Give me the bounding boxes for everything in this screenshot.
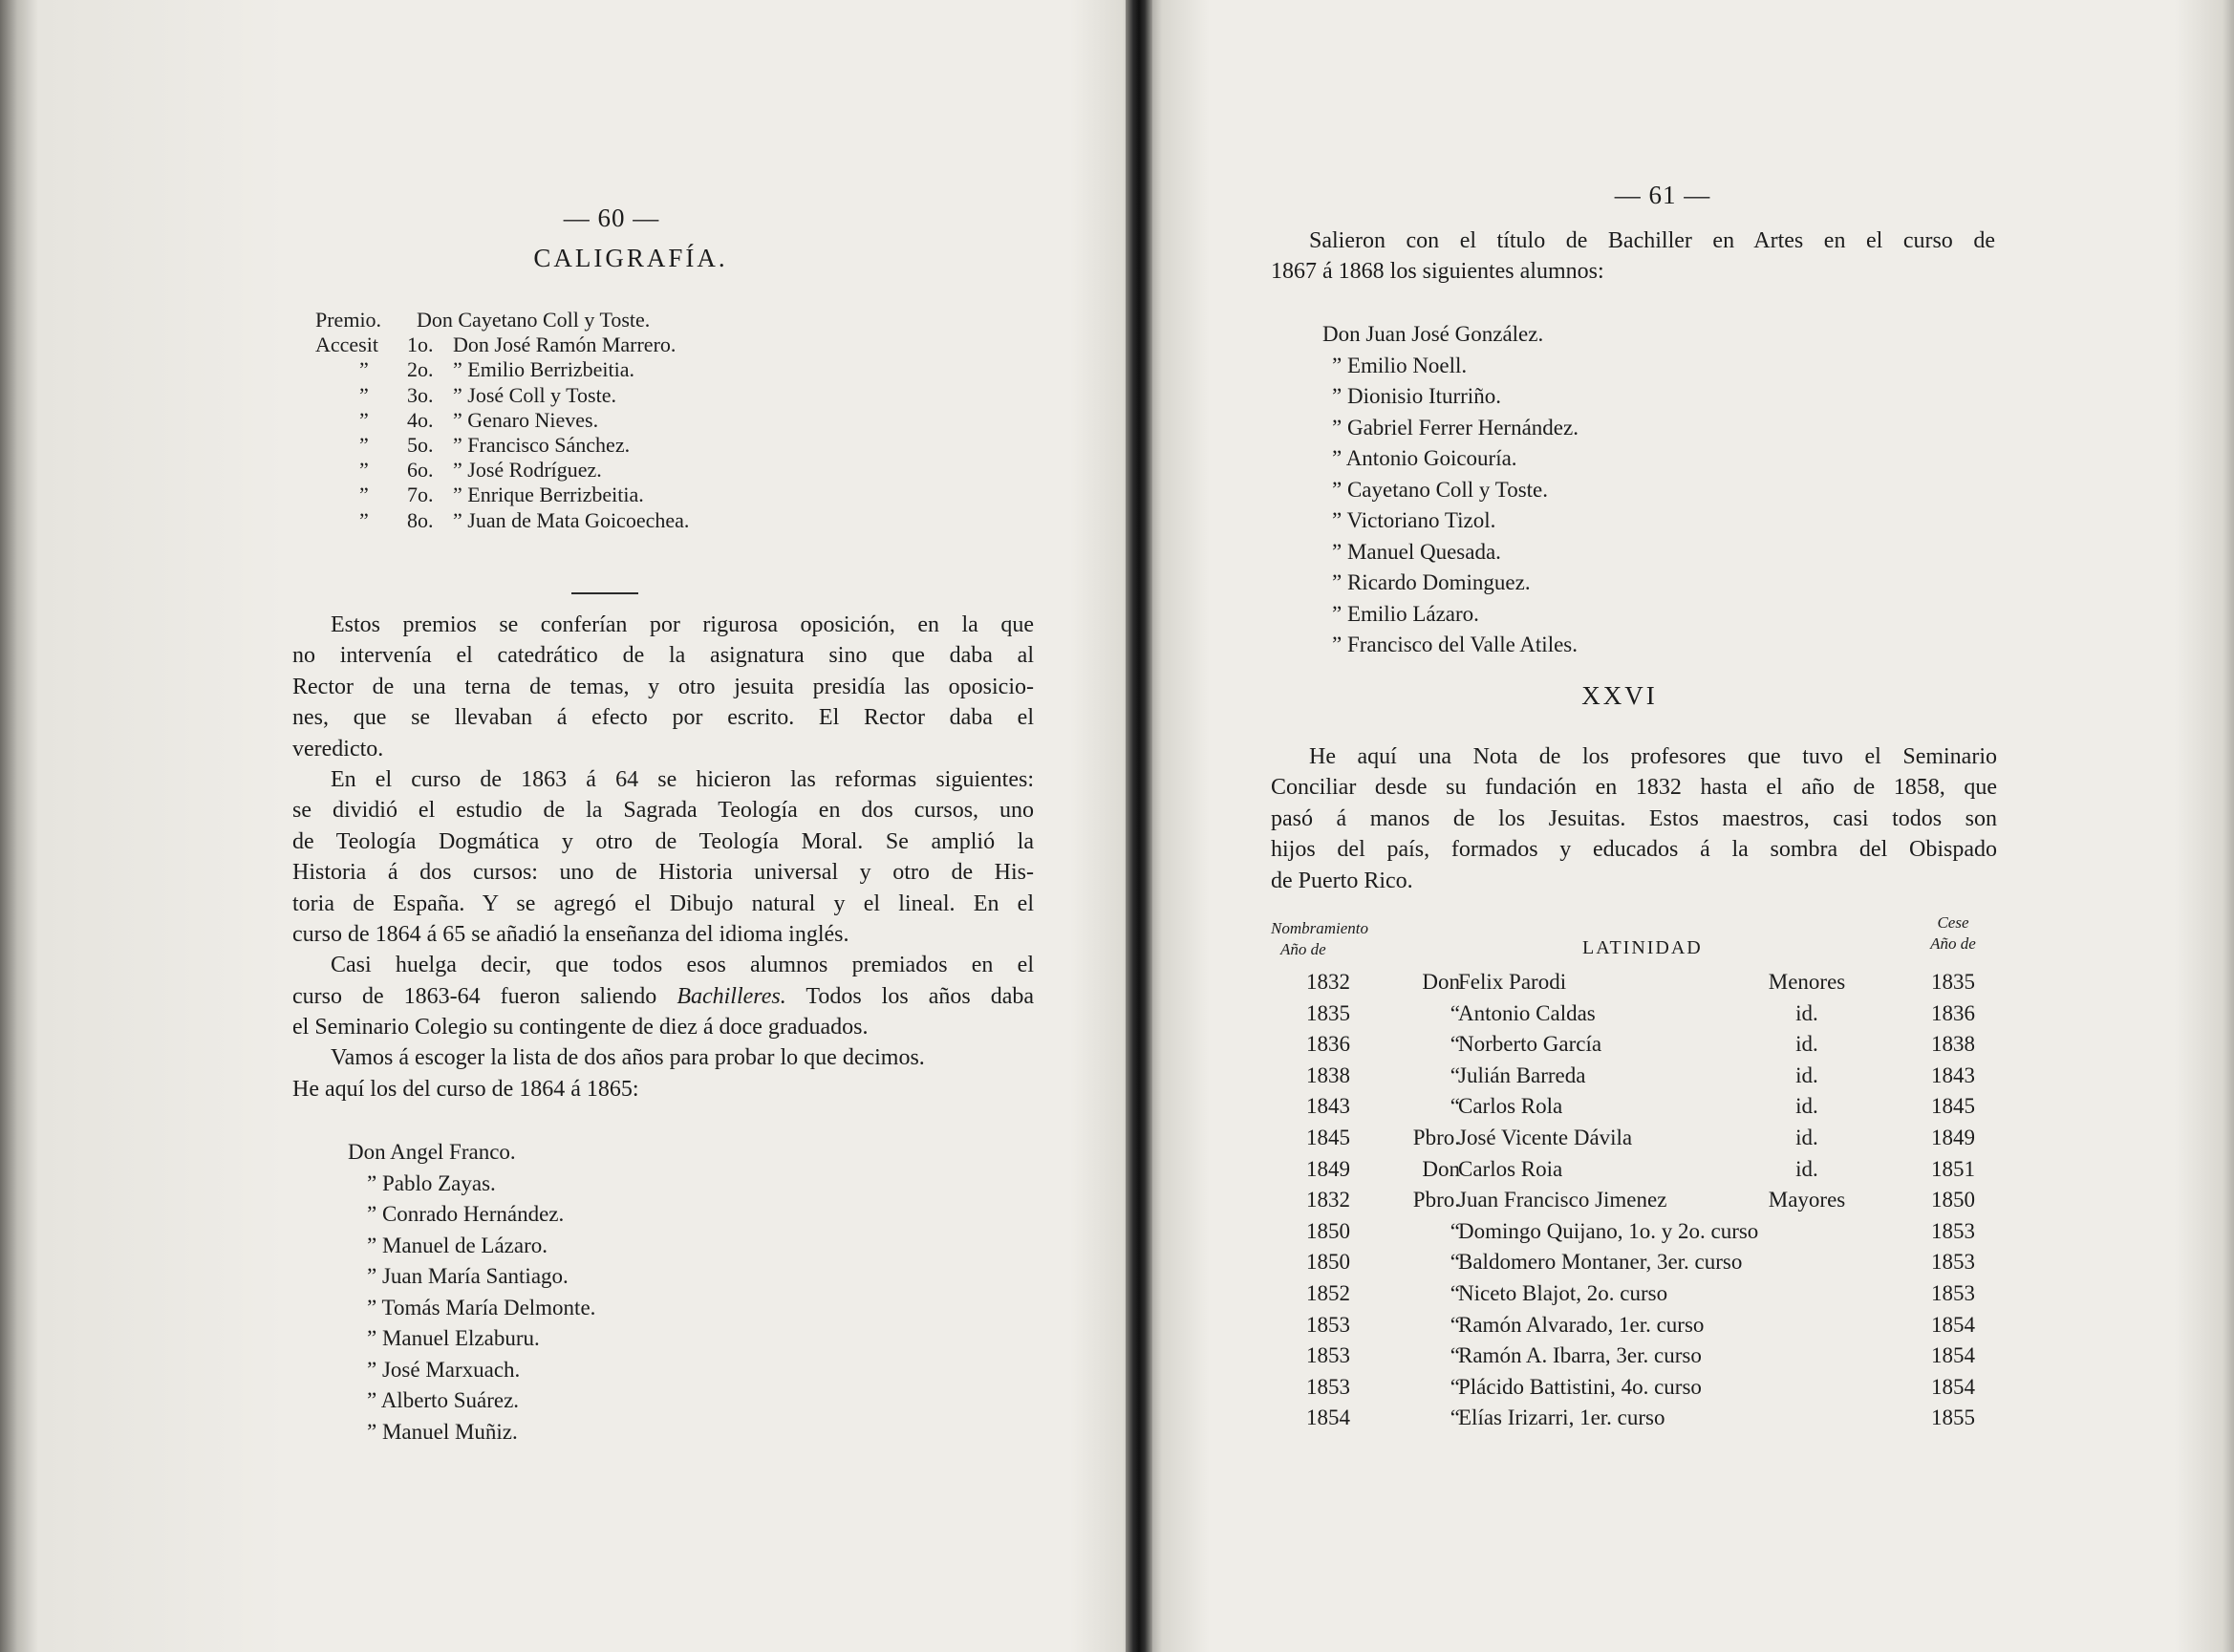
award-rank: 3o. <box>407 382 434 407</box>
cell-cese: 1854 <box>1931 1312 1975 1337</box>
list-item: ” Dionisio Iturriño. <box>1332 384 1501 408</box>
cell-level: id. <box>1795 1032 1818 1057</box>
cell-year: 1849 <box>1306 1156 1350 1181</box>
award-name: ” José Coll y Toste. <box>453 382 616 407</box>
award-label: ” <box>359 483 369 507</box>
text-line: Casi huelga decir, que todos esos alumnos premiados en el <box>331 953 1034 978</box>
text-line: el Seminario Colegio su contingente de diez á doce graduados. <box>292 1015 869 1041</box>
list-item: ” Manuel Quesada. <box>1332 539 1501 564</box>
cell-title: “ <box>1450 1374 1460 1399</box>
cell-cese: 1849 <box>1931 1126 1975 1149</box>
text-line: de Puerto Rico. <box>1271 868 1413 893</box>
cell-title: “ <box>1450 1312 1460 1337</box>
text-fragment: curso de 1863-64 fueron saliendo <box>292 983 677 1009</box>
cell-title: “ <box>1450 1343 1460 1368</box>
students-list <box>348 1137 595 1448</box>
list-item: ” Manuel Elzaburu. <box>367 1326 540 1350</box>
paragraph-premios <box>292 610 1034 1105</box>
list-item: ” Pablo Zayas. <box>367 1170 496 1195</box>
text-fragment: Todos los años daba <box>785 983 1035 1009</box>
cell-cese: 1854 <box>1931 1343 1975 1368</box>
cell-cese: 1838 <box>1931 1032 1975 1057</box>
text-line: pasó á manos de los Jesuitas. Estos maestros, casi todos son <box>1271 805 1997 831</box>
award-label: Premio. <box>315 308 382 332</box>
list-item: ” Cayetano Coll y Toste. <box>1332 477 1549 502</box>
text-line: Salieron con el título de Bachiller en Artes en el curso de <box>1309 228 1995 253</box>
cell-year: 1850 <box>1306 1250 1350 1275</box>
text-line: hijos del país, formados y educados á la sombra del Obispado <box>1271 837 1997 863</box>
text-line <box>292 981 1034 1012</box>
book-gutter <box>1126 0 1152 1652</box>
cell-title: “ <box>1450 1250 1460 1275</box>
text-line: nes, que se llevaban á efecto por escrito. El Rector daba el <box>292 705 1034 731</box>
cell-title: “ <box>1450 1094 1460 1119</box>
table-subject-heading: LATINIDAD <box>1582 937 1703 958</box>
cell-name: Domingo Quijano, 1o. y 2o. curso <box>1458 1218 1759 1243</box>
text-line: de Teología Dogmática y otro de Teología Moral. Se amplió la <box>292 828 1034 854</box>
award-name: ” José Rodríguez. <box>453 458 602 483</box>
list-item: ” Emilio Noell. <box>1332 353 1468 377</box>
text-line: Rector de una terna de temas, y otro jesuita presidía las oposicio- <box>292 674 1034 699</box>
text-line: He aquí una Nota de los profesores que tuvo el Seminario <box>1309 744 1997 769</box>
cell-level: id. <box>1795 1000 1818 1025</box>
cell-name: Carlos Rola <box>1458 1094 1563 1119</box>
italic-term: Bachilleres. <box>677 983 786 1009</box>
cell-title: Pbro. <box>1412 1126 1460 1149</box>
cell-title: “ <box>1450 1000 1460 1025</box>
cell-cese: 1850 <box>1931 1188 1975 1212</box>
column-header-nombramiento: Nombramiento <box>1271 919 1368 937</box>
cell-level: Menores <box>1768 970 1846 994</box>
list-item: ” Francisco del Valle Atiles. <box>1332 633 1578 656</box>
cell-cese: 1853 <box>1931 1218 1975 1243</box>
cell-title: “ <box>1450 1032 1460 1057</box>
text-line: no intervenía el catedrático de la asignatura sino que daba al <box>292 643 1034 669</box>
award-label: ” <box>359 407 369 432</box>
list-item: ” Emilio Lázaro. <box>1332 601 1479 626</box>
list-item: Don Juan José González. <box>1322 322 1544 346</box>
cell-year: 1832 <box>1306 970 1350 994</box>
column-header-ano: Año de <box>1280 940 1326 958</box>
text-line: 1867 á 1868 los siguientes alumnos: <box>1271 259 1604 285</box>
award-rank: 1o. <box>407 333 434 357</box>
cell-year: 1835 <box>1306 1000 1350 1025</box>
cell-year: 1853 <box>1306 1374 1350 1399</box>
award-label: ” <box>359 357 369 382</box>
award-name: Don Cayetano Coll y Toste. <box>417 308 651 332</box>
award-rank: 6o. <box>407 458 434 483</box>
cell-title: “ <box>1450 1062 1460 1087</box>
award-rank: 2o. <box>407 357 434 382</box>
cell-level: id. <box>1795 1062 1818 1087</box>
cell-year: 1843 <box>1306 1094 1350 1119</box>
cell-name: Ramón Alvarado, 1er. curso <box>1458 1312 1705 1337</box>
right-page-number: — 61 — <box>1614 181 1711 209</box>
cell-cese: 1851 <box>1931 1156 1975 1181</box>
text-line: Vamos á escoger la lista de dos años para probar lo que decimos. <box>331 1045 925 1071</box>
cell-cese: 1853 <box>1931 1281 1975 1305</box>
award-label: Accesit <box>315 333 378 357</box>
list-item: ” Ricardo Dominguez. <box>1332 570 1531 594</box>
text-line: En el curso de 1863 á 64 se hicieron las reformas siguientes: <box>331 766 1034 792</box>
award-rank: 8o. <box>407 507 434 532</box>
award-rank: 5o. <box>407 433 434 457</box>
cell-year: 1836 <box>1306 1032 1350 1057</box>
cell-cese: 1855 <box>1931 1405 1975 1430</box>
cell-year: 1853 <box>1306 1343 1350 1368</box>
cell-name: Felix Parodi <box>1458 970 1567 994</box>
list-item: ” Antonio Goicouría. <box>1332 446 1517 470</box>
list-item: ” Manuel de Lázaro. <box>367 1233 548 1257</box>
text-line: Historia á dos cursos: uno de Historia universal y otro de His- <box>292 860 1034 886</box>
award-rank: 4o. <box>407 407 434 432</box>
cell-title: Don <box>1422 1156 1460 1181</box>
cell-name: Elías Irizarri, 1er. curso <box>1458 1405 1665 1430</box>
text-line: Conciliar desde su fundación en 1832 hasta el año de 1858, que <box>1271 775 1997 801</box>
left-page-number: — 60 — <box>563 204 660 232</box>
cell-cese: 1835 <box>1931 970 1975 994</box>
cell-cese: 1845 <box>1931 1094 1975 1119</box>
cell-name: Julián Barreda <box>1458 1062 1586 1087</box>
list-item: ” Victoriano Tizol. <box>1332 508 1496 532</box>
cell-cese: 1854 <box>1931 1374 1975 1399</box>
award-name: ” Francisco Sánchez. <box>453 433 631 457</box>
paragraph-profesores <box>1271 741 1997 896</box>
cell-name: José Vicente Dávila <box>1458 1126 1633 1149</box>
cell-title: “ <box>1450 1281 1460 1305</box>
text-line: se dividió el estudio de la Sagrada Teología en dos cursos, uno <box>292 798 1034 824</box>
column-header-ano-cese: Año de <box>1930 934 1976 953</box>
award-label: ” <box>359 458 369 483</box>
cell-year: 1850 <box>1306 1218 1350 1243</box>
cell-name: Juan Francisco Jimenez <box>1458 1188 1667 1212</box>
paragraph-bachilleres <box>1271 225 1995 288</box>
cell-level: id. <box>1795 1156 1818 1181</box>
cell-name: Plácido Battistini, 4o. curso <box>1458 1374 1702 1399</box>
graduates-list <box>1322 319 1579 661</box>
cell-name: Carlos Roia <box>1458 1156 1563 1181</box>
cell-level: id. <box>1795 1126 1818 1149</box>
text-line: veredicto. <box>292 736 384 762</box>
cell-name: Baldomero Montaner, 3er. curso <box>1458 1250 1743 1275</box>
cell-year: 1854 <box>1306 1405 1350 1430</box>
cell-name: Niceto Blajot, 2o. curso <box>1458 1281 1668 1305</box>
cell-title: “ <box>1450 1218 1460 1243</box>
cell-year: 1852 <box>1306 1281 1350 1305</box>
cell-name: Antonio Caldas <box>1458 1000 1596 1025</box>
award-rank: 7o. <box>407 483 434 507</box>
section-divider <box>571 592 638 594</box>
cell-name: Norberto García <box>1458 1032 1602 1057</box>
list-item: ” Juan María Santiago. <box>367 1264 569 1288</box>
cell-year: 1832 <box>1306 1188 1350 1212</box>
chapter-number: XXVI <box>1581 681 1658 710</box>
text-line: Estos premios se conferían por rigurosa oposición, en la que <box>331 612 1034 637</box>
cell-cese: 1843 <box>1931 1062 1975 1087</box>
award-label: ” <box>359 433 369 457</box>
list-item: Don Angel Franco. <box>348 1140 516 1164</box>
award-name: ” Emilio Berrizbeitia. <box>453 357 634 382</box>
award-name: ” Genaro Nieves. <box>453 407 599 432</box>
award-name: Don José Ramón Marrero. <box>453 333 677 357</box>
cell-year: 1853 <box>1306 1312 1350 1337</box>
list-item: ” Alberto Suárez. <box>367 1388 520 1412</box>
list-item: ” Tomás María Delmonte. <box>367 1295 596 1319</box>
award-label: ” <box>359 507 369 532</box>
column-header-cese: Cese <box>1937 913 1969 932</box>
cell-level: id. <box>1795 1094 1818 1119</box>
section-heading: CALIGRAFÍA. <box>533 244 728 272</box>
list-item: ” Manuel Muñiz. <box>367 1419 518 1444</box>
award-name: ” Enrique Berrizbeitia. <box>453 483 644 507</box>
cell-title: Don <box>1422 970 1460 994</box>
cell-cese: 1836 <box>1931 1000 1975 1025</box>
award-name: ” Juan de Mata Goicoechea. <box>453 507 690 532</box>
cell-name: Ramón A. Ibarra, 3er. curso <box>1458 1343 1702 1368</box>
text-line: toria de España. Y se agregó el Dibujo natural y el lineal. En el <box>292 890 1034 916</box>
list-item: ” José Marxuach. <box>367 1357 521 1382</box>
list-item: ” Gabriel Ferrer Hernández. <box>1332 415 1579 440</box>
cell-title: Pbro. <box>1412 1188 1460 1212</box>
cell-level: Mayores <box>1768 1188 1846 1212</box>
cell-year: 1838 <box>1306 1062 1350 1087</box>
text-line: curso de 1864 á 65 se añadió la enseñanza del idioma inglés. <box>292 921 849 947</box>
cell-year: 1845 <box>1306 1126 1350 1149</box>
text-line: He aquí los del curso de 1864 á 1865: <box>292 1076 639 1102</box>
award-label: ” <box>359 382 369 407</box>
cell-title: “ <box>1450 1405 1460 1430</box>
list-item: ” Conrado Hernández. <box>367 1202 565 1226</box>
cell-cese: 1853 <box>1931 1250 1975 1275</box>
